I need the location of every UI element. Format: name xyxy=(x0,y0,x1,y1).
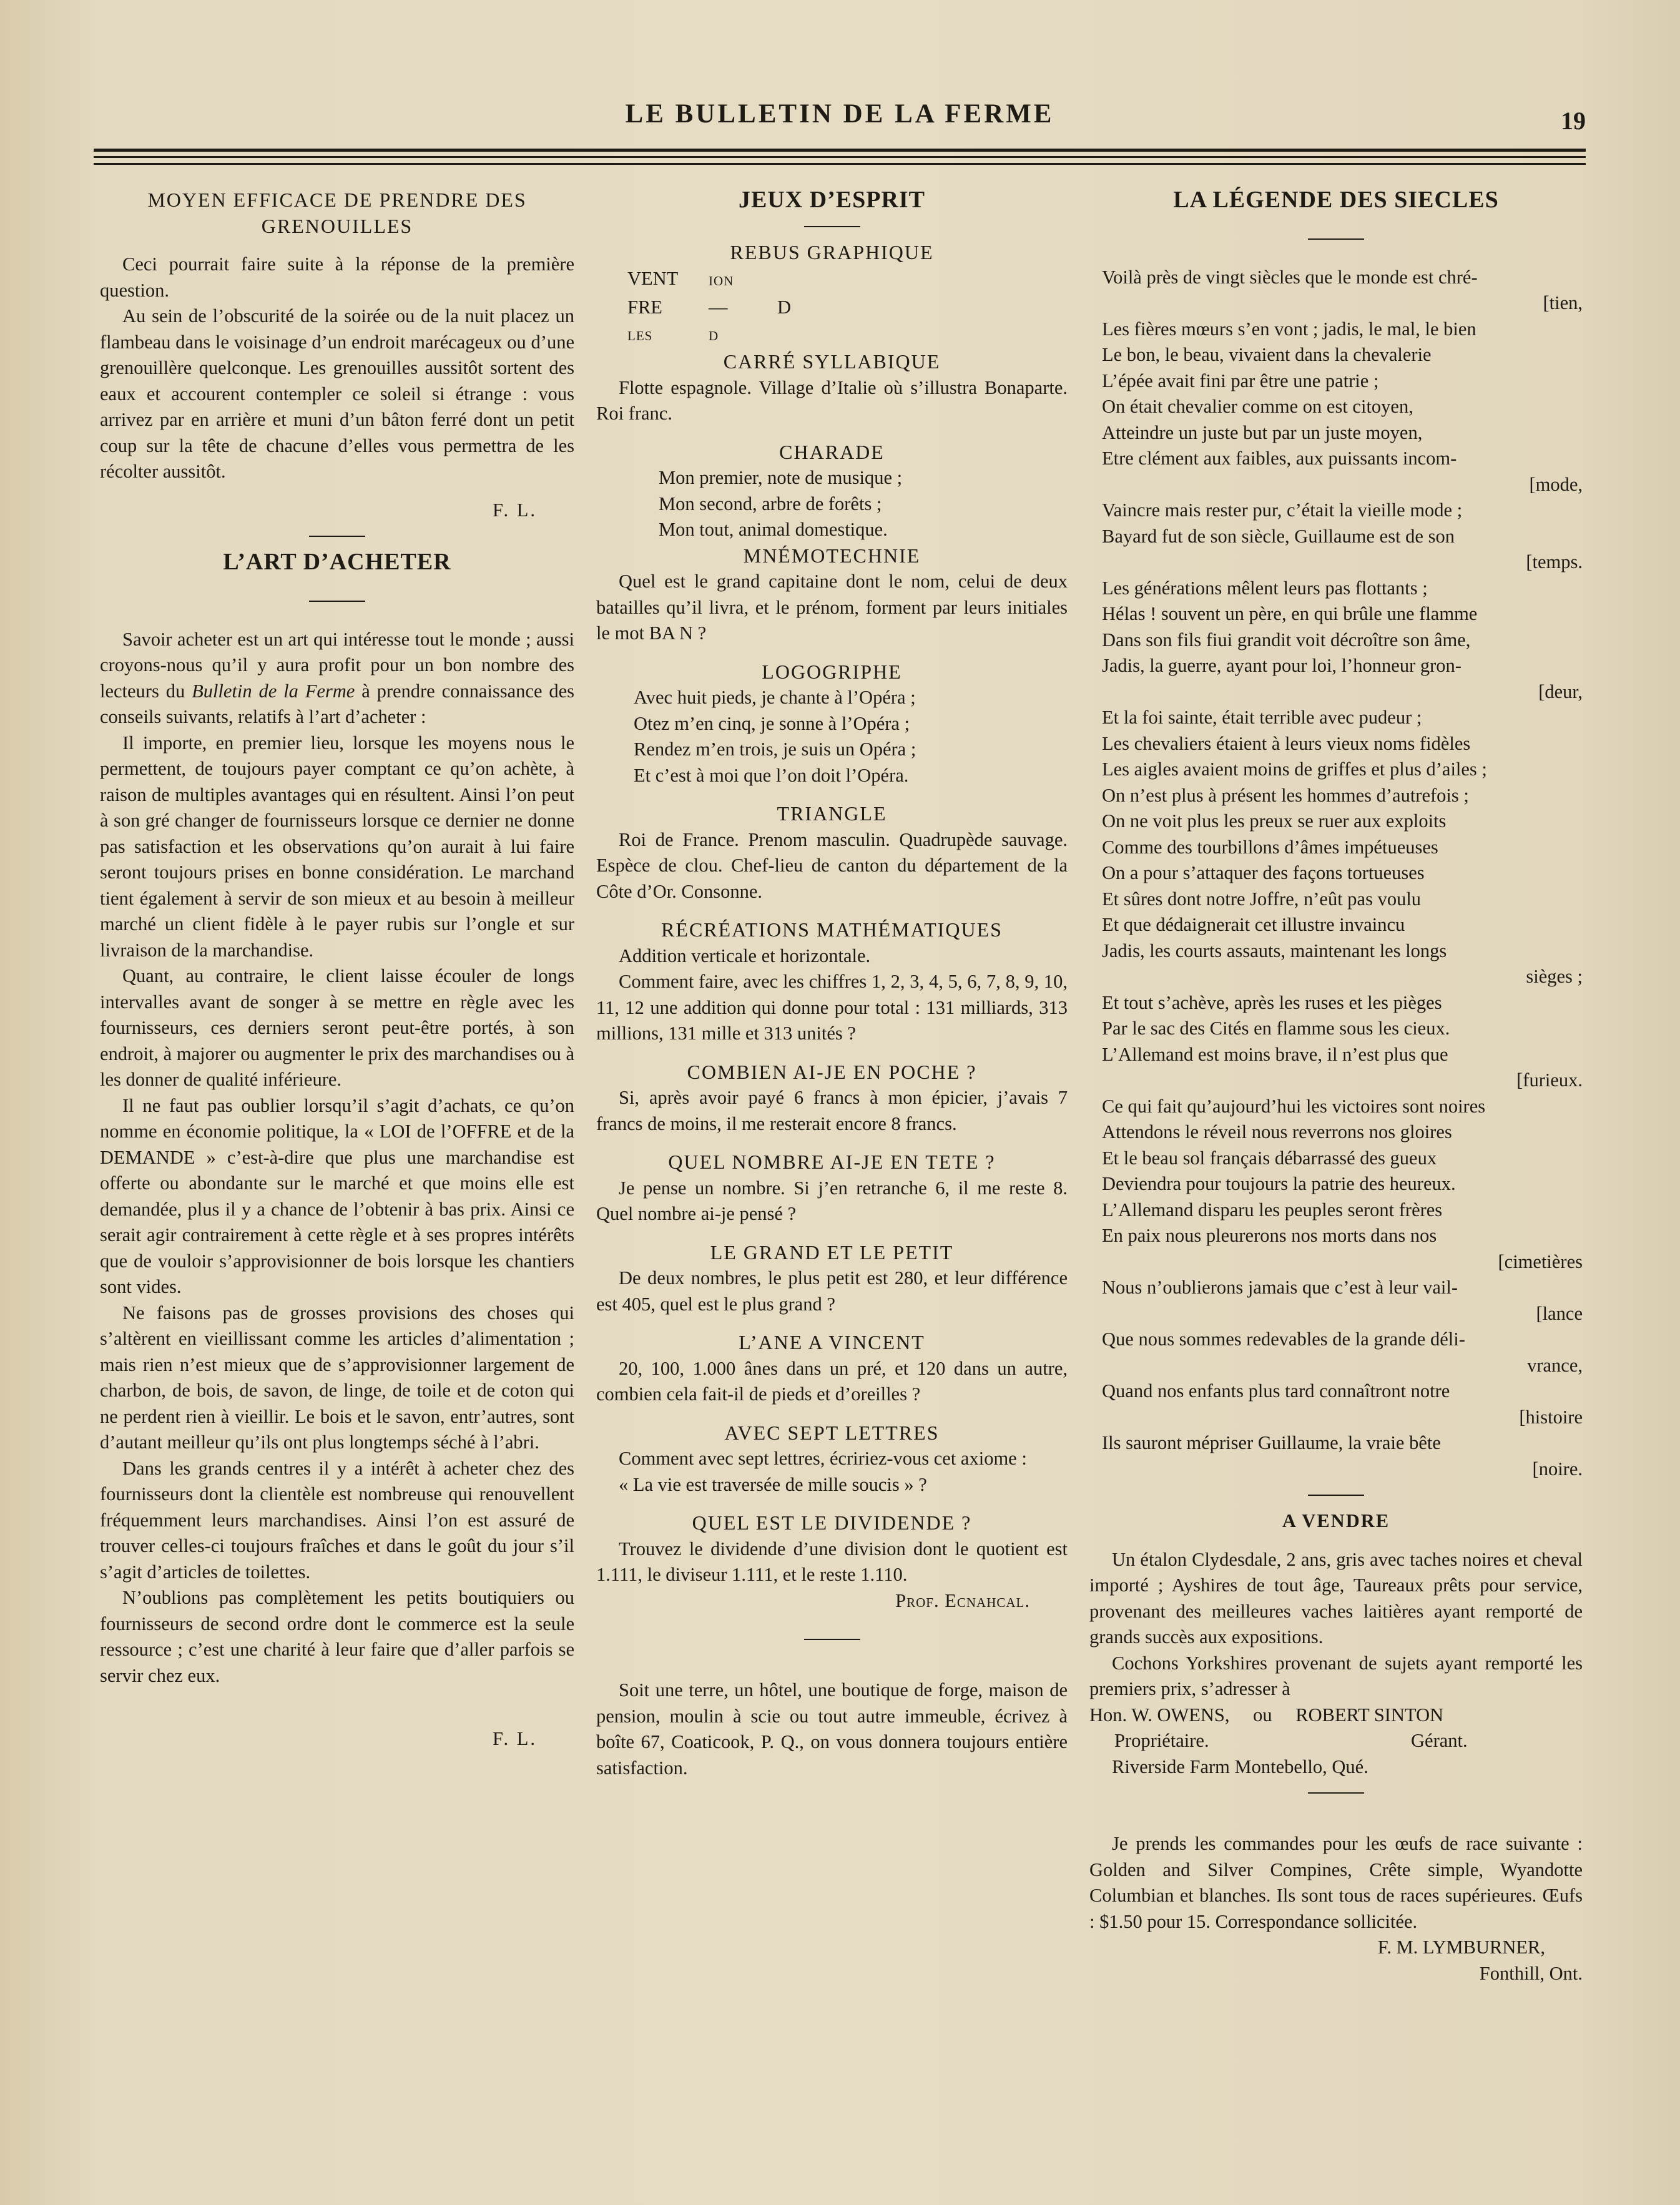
paragraph: Savoir acheter est un art qui intéresse tout le monde ; aussi croyons-nous qu’il y aura profit pour un bon nombre des lecteurs du Bulletin de la Ferme à prendre connaissance des conseils suivants, relatifs à l’art d’acheter : xyxy=(100,628,574,727)
poem-line: L’Allemand est moins brave, il n’est plus que xyxy=(1102,1043,1448,1065)
rebus-cell: D xyxy=(777,297,792,318)
paragraph: Cochons Yorkshires provenant de sujets ayant remporté les premiers prix, s’adresser à xyxy=(1089,1652,1583,1699)
ad-title: A VENDRE xyxy=(1282,1510,1390,1531)
rebus-cell: FRE xyxy=(627,297,662,318)
verse-line: Otez m’en cinq, je sonne à l’Opéra ; xyxy=(634,712,910,734)
poem-line: vrance, xyxy=(1527,1354,1583,1376)
header-rule xyxy=(94,156,1586,158)
poem-line: Dans son fils fiui grandit voit décroître son âme, xyxy=(1102,629,1471,651)
poem-line: Les chevaliers étaient à leurs vieux noms fidèles xyxy=(1102,732,1471,754)
verse-line: Et c’est à moi que l’on doit l’Opéra. xyxy=(634,764,909,786)
poem-line: Les générations mêlent leurs pas flottants ; xyxy=(1102,577,1428,599)
puzzle-title: REBUS GRAPHIQUE xyxy=(730,240,934,263)
rebus-grid xyxy=(627,265,1068,349)
puzzle-title: COMBIEN AI-JE EN POCHE ? xyxy=(687,1060,977,1083)
signature: F. M. LYMBURNER, xyxy=(1377,1937,1545,1958)
rebus-cell xyxy=(777,320,846,349)
poem-line: En paix nous pleurerons nos morts dans nos xyxy=(1102,1225,1437,1246)
puzzle-title: TRIANGLE xyxy=(777,802,887,825)
puzzle-text: Roi de France. Prenom masculin. Quadrupède sauvage. Espèce de clou. Chef-lieu de canton du département de la Côte d’Or. Consonne. xyxy=(596,828,1068,902)
header-rule xyxy=(94,149,1586,152)
poem-line: Atteindre un juste but par un juste moyen, xyxy=(1102,421,1423,443)
rebus-cell: LES xyxy=(627,328,653,343)
paragraph: Ne faisons pas de grosses provisions des choses qui s’altèrent en vieillissant comme les articles d’alimentation ; mais rien n’est mieux que de s’approvisionner largement de charbon, de bois, de savon, de linge, de toile et de coton qui ne perdent rien à vieillir. Le bois et le savon, entr’autres, sont d’autant meilleur qu’ils ont plus longtemps séché à l’abri. xyxy=(100,1302,574,1453)
poem-line: [mode, xyxy=(1529,473,1583,495)
poem-line: [deur, xyxy=(1538,680,1583,702)
paragraph: Il importe, en premier lieu, lorsque les moyens nous le permettent, de toujours payer comptant ce qu’on achète, à raison de multiples avantages qui en résultent. Ainsi l’on peut à son gré changer de fournisseurs lorsque ce dernier ne donne pas satisfaction et les observations qu’on aurait à lui faire seront toujours prises en bonne considération. Le marchand tient également à servir de son mieux et au besoin à meilleur marché un client fidèle à le payer rubis sur l’ongle et sur livraison de la marchandise. xyxy=(100,732,574,961)
poem-line: [temps. xyxy=(1526,551,1583,572)
article-title: MOYEN EFFICACE DE PRENDRE DES GRENOUILLES xyxy=(147,189,527,237)
poem-title: LA LÉGENDE DES SIECLES xyxy=(1173,187,1499,213)
poem-line: [noire. xyxy=(1532,1458,1583,1480)
seller-role: Propriétaire. xyxy=(1114,1730,1209,1751)
poem xyxy=(1089,265,1583,1483)
poem-line: Nous n’oublierons jamais que c’est à leur vail- xyxy=(1102,1277,1458,1298)
puzzle-title: MNÉMOTECHNIE xyxy=(743,544,921,567)
verse-line: Mon tout, animal domestique. xyxy=(659,519,888,540)
rebus-cell: — xyxy=(709,297,728,318)
puzzle-text: 20, 100, 1.000 ânes dans un pré, et 120 dans un autre, combien cela fait-il de pieds et d’oreilles ? xyxy=(596,1357,1068,1405)
article-title: L’ART D’ACHETER xyxy=(223,549,451,575)
puzzle-text: Je pense un nombre. Si j’en retranche 6, il me reste 8. Quel nombre ai-je pensé ? xyxy=(596,1177,1068,1224)
poem-line: Les fières mœurs s’en vont ; jadis, le mal, le bien xyxy=(1102,318,1476,340)
column-right xyxy=(1089,187,1583,1986)
paragraph: Ceci pourrait faire suite à la réponse de la première question. xyxy=(100,253,574,301)
rebus-cell xyxy=(777,265,846,294)
page-header xyxy=(94,92,1586,155)
sellers-line xyxy=(1089,1702,1583,1729)
farm-address: Riverside Farm Montebello, Qué. xyxy=(1112,1756,1368,1777)
puzzle-title: L’ANE A VINCENT xyxy=(739,1331,925,1353)
poem-line: Quand nos enfants plus tard connaîtront notre xyxy=(1102,1380,1450,1402)
puzzle-title: CARRÉ SYLLABIQUE xyxy=(723,350,941,373)
poem-line: Et la foi sainte, était terrible avec pudeur ; xyxy=(1102,707,1422,728)
paragraph: N’oublions pas complètement les petits boutiquiers ou fournisseurs de second ordre dont le commerce est la seule ressource ; c’est une charité à leur faire que d’aller parfois se servir chez eux. xyxy=(100,1587,574,1686)
journal-title: LE BULLETIN DE LA FERME xyxy=(625,99,1054,129)
poem-line: Que nous sommes redevables de la grande déli- xyxy=(1102,1328,1465,1350)
puzzle-title: CHARADE xyxy=(779,440,885,463)
column-middle xyxy=(596,187,1068,1781)
paragraph: Quant, au contraire, le client laisse écouler de longs intervalles avant de songer à se mettre en règle avec les fournisseurs, ces derniers seront peut-être portés, à son endroit, à majorer ou augmenter le prix des marchandises ou à les donner de qualité inférieure. xyxy=(100,965,574,1090)
logogriphe-verse xyxy=(634,685,1068,788)
poem-line: Par le sac des Cités en flamme sous les cieux. xyxy=(1102,1018,1450,1039)
puzzle-text: Comment faire, avec les chiffres 1, 2, 3, 4, 5, 6, 7, 8, 9, 10, 11, 12 une addition qui donne pour total : 131 milliards, 313 millions, 131 mille et 313 unités ? xyxy=(596,971,1068,1044)
poem-line: Ils sauront mépriser Guillaume, la vraie bête xyxy=(1102,1432,1441,1453)
poem-line: Et le beau sol français débarrassé des gueux xyxy=(1102,1147,1437,1169)
puzzle-text: Addition verticale et horizontale. xyxy=(619,945,871,966)
journal-name-italic: Bulletin de la Ferme xyxy=(192,680,355,702)
poem-line: [lance xyxy=(1536,1302,1583,1324)
poem-line: [histoire xyxy=(1519,1406,1583,1428)
poem-line: L’Allemand disparu les peuples seront frères xyxy=(1102,1199,1443,1220)
puzzle-title: LOGOGRIPHE xyxy=(762,660,902,683)
rebus-cell: D xyxy=(709,328,719,343)
paragraph: Au sein de l’obscurité de la soirée ou de la nuit placez un flambeau dans le voisinage d’un endroit marécageux ou d’une grenouillère quelconque. Les grenouilles aussitôt sortent des eaux et accourent contempler ce soleil si étrange : vous arrivez par en arrière et muni d’un bâton ferré dont un petit coup sur la tête de chacune d’elles vous permettra de les récolter aussitôt. xyxy=(100,305,574,482)
paragraph: Un étalon Clydesdale, 2 ans, gris avec taches noires et cheval importé ; Ayshires de tout âge, Taureaux prêts pour service, provenant des meilleures vaches laitières ayant remporté de grands succès aux expositions. xyxy=(1089,1548,1583,1648)
advertisement: Soit une terre, un hôtel, une boutique de forge, maison de pension, moulin à scie ou tout autre immeuble, écrivez à boîte 67, Coaticook, P. Q., on vous donnera toujours entière satisfaction. xyxy=(596,1679,1068,1779)
puzzle-title: QUEL EST LE DIVIDENDE ? xyxy=(692,1511,972,1534)
puzzle-text: Flotte espagnole. Village d’Italie où s’illustra Bonaparte. Roi franc. xyxy=(596,376,1068,424)
column-left xyxy=(100,187,574,1752)
poem-line: Hélas ! souvent un père, en qui brûle une flamme xyxy=(1102,603,1478,624)
paragraph: Dans les grands centres il y a intérêt à acheter chez des fournisseurs dont la clientèle est nombreuse qui renouvellent fréquemment leurs marchandises. Ainsi l’on est assuré de trouver celles-ci toujours fraîches et dans le goût du jour s’il s’agit d’articles de toilettes. xyxy=(100,1457,574,1583)
poem-line: [tien, xyxy=(1543,292,1583,313)
paragraph: Je prends les commandes pour les œufs de race suivante : Golden and Silver Compines, Crête simple, Wyandotte Columbian et blanches. Ils sont tous de races supérieures. Œufs : $1.50 pour 15. Correspondance sollicitée. xyxy=(1089,1833,1583,1932)
poem-line: Etre clément aux faibles, aux puissants incom- xyxy=(1102,448,1457,469)
puzzle-title: QUEL NOMBRE AI-JE EN TETE ? xyxy=(668,1151,996,1173)
seller-name: ROBERT SINTON xyxy=(1295,1704,1444,1726)
page-number: 19 xyxy=(1561,107,1586,135)
poem-line: Bayard fut de son siècle, Guillaume est de son xyxy=(1102,525,1455,547)
rebus-cell: ION xyxy=(709,273,734,288)
poem-line: Et que dédaignerait cet illustre invaincu xyxy=(1102,914,1405,935)
seller-role: Gérant. xyxy=(1411,1730,1468,1751)
seller-roles xyxy=(1089,1728,1583,1754)
signature-place: Fonthill, Ont. xyxy=(1479,1962,1583,1984)
puzzle-text: Comment avec sept lettres, écririez-vous cet axiome : xyxy=(619,1448,1027,1469)
puzzle-text: De deux nombres, le plus petit est 280, et leur différence est 405, quel est le plus grand ? xyxy=(596,1267,1068,1315)
poem-line: Comme des tourbillons d’âmes impétueuses xyxy=(1102,836,1438,858)
paragraph: Il ne faut pas oublier lorsqu’il s’agit d’achats, ce qu’on nomme en économie politique, la « LOI de l’OFFRE et de la DEMANDE » c’est-à-dire que plus une marchandise est offerte ou abondante sur le marché et que moins elle est demandée, plus il y a chance de l’obtenir à bas prix. Ainsi ce serait agir contrairement à cette règle et à ses propres intérêts que de vouloir s’approvisionner de bois lorsque les chantiers sont vides. xyxy=(100,1094,574,1297)
verse-line: Mon second, arbre de forêts ; xyxy=(659,493,882,514)
verse-line: Rendez m’en trois, je suis un Opéra ; xyxy=(634,739,916,760)
poem-line: Jadis, les courts assauts, maintenant les longs xyxy=(1102,940,1447,961)
puzzle-title: LE GRAND ET LE PETIT xyxy=(710,1240,954,1264)
poem-line: Attendons le réveil nous reverrons nos gloires xyxy=(1102,1121,1452,1142)
header-rule xyxy=(94,163,1586,165)
poem-line: [cimetières xyxy=(1498,1250,1583,1272)
poem-line: [furieux. xyxy=(1516,1069,1583,1091)
signature: F. L. xyxy=(492,1728,537,1749)
signature: F. L. xyxy=(492,499,537,521)
poem-line: sièges ; xyxy=(1526,966,1583,987)
poem-line: Et tout s’achève, après les ruses et les pièges xyxy=(1102,991,1442,1013)
poem-line: Le bon, le beau, vivaient dans la chevalerie xyxy=(1102,344,1432,365)
puzzle-text: Trouvez le dividende d’une division dont le quotient est 1.111, le diviseur 1.111, et le reste 1.110. xyxy=(596,1538,1068,1585)
poem-line: L’épée avait fini par être une patrie ; xyxy=(1102,370,1379,391)
poem-line: Jadis, la guerre, ayant pour loi, l’honneur gron- xyxy=(1102,655,1461,676)
poem-line: Deviendra pour toujours la patrie des heureux. xyxy=(1102,1173,1456,1194)
section-title: JEUX D’ESPRIT xyxy=(738,187,926,213)
poem-line: On était chevalier comme on est citoyen, xyxy=(1102,396,1413,417)
signature: Prof. Ecnahcal. xyxy=(895,1589,1030,1611)
poem-line: On a pour s’attaquer des façons tortueuses xyxy=(1102,862,1425,883)
puzzle-title: RÉCRÉATIONS MATHÉMATIQUES xyxy=(661,918,1003,941)
puzzle-title: AVEC SEPT LETTRES xyxy=(724,1421,940,1444)
poem-line: Les aigles avaient moins de griffes et plus d’ailes ; xyxy=(1102,759,1487,780)
verse-line: Mon premier, note de musique ; xyxy=(659,467,903,488)
poem-line: Voilà près de vingt siècles que le monde est chré- xyxy=(1102,266,1478,288)
seller-name: Hon. W. OWENS, xyxy=(1089,1704,1230,1726)
verse-line: Avec huit pieds, je chante à l’Opéra ; xyxy=(634,687,916,708)
charade-verse xyxy=(659,465,1068,543)
poem-line: Et sûres dont notre Joffre, n’eût pas voulu xyxy=(1102,888,1422,910)
rebus-cell: VENT xyxy=(627,268,679,289)
poem-line: On ne voit plus les preux se ruer aux exploits xyxy=(1102,810,1447,832)
poem-line: On n’est plus à présent les hommes d’autrefois ; xyxy=(1102,784,1469,806)
puzzle-text: « La vie est traversée de mille soucis » ? xyxy=(619,1473,927,1495)
seller-or: ou xyxy=(1253,1704,1272,1726)
puzzle-text: Si, après avoir payé 6 francs à mon épicier, j’avais 7 francs de moins, il me resterait encore 8 francs. xyxy=(596,1087,1068,1134)
puzzle-text: Quel est le grand capitaine dont le nom, celui de deux batailles qu’il livra, et le prénom, forment par leurs initiales le mot BA N ? xyxy=(596,571,1068,644)
poem-line: Vaincre mais rester pur, c’était la vieille mode ; xyxy=(1102,499,1463,521)
poem-line: Ce qui fait qu’aujourd’hui les victoires sont noires xyxy=(1102,1095,1486,1117)
